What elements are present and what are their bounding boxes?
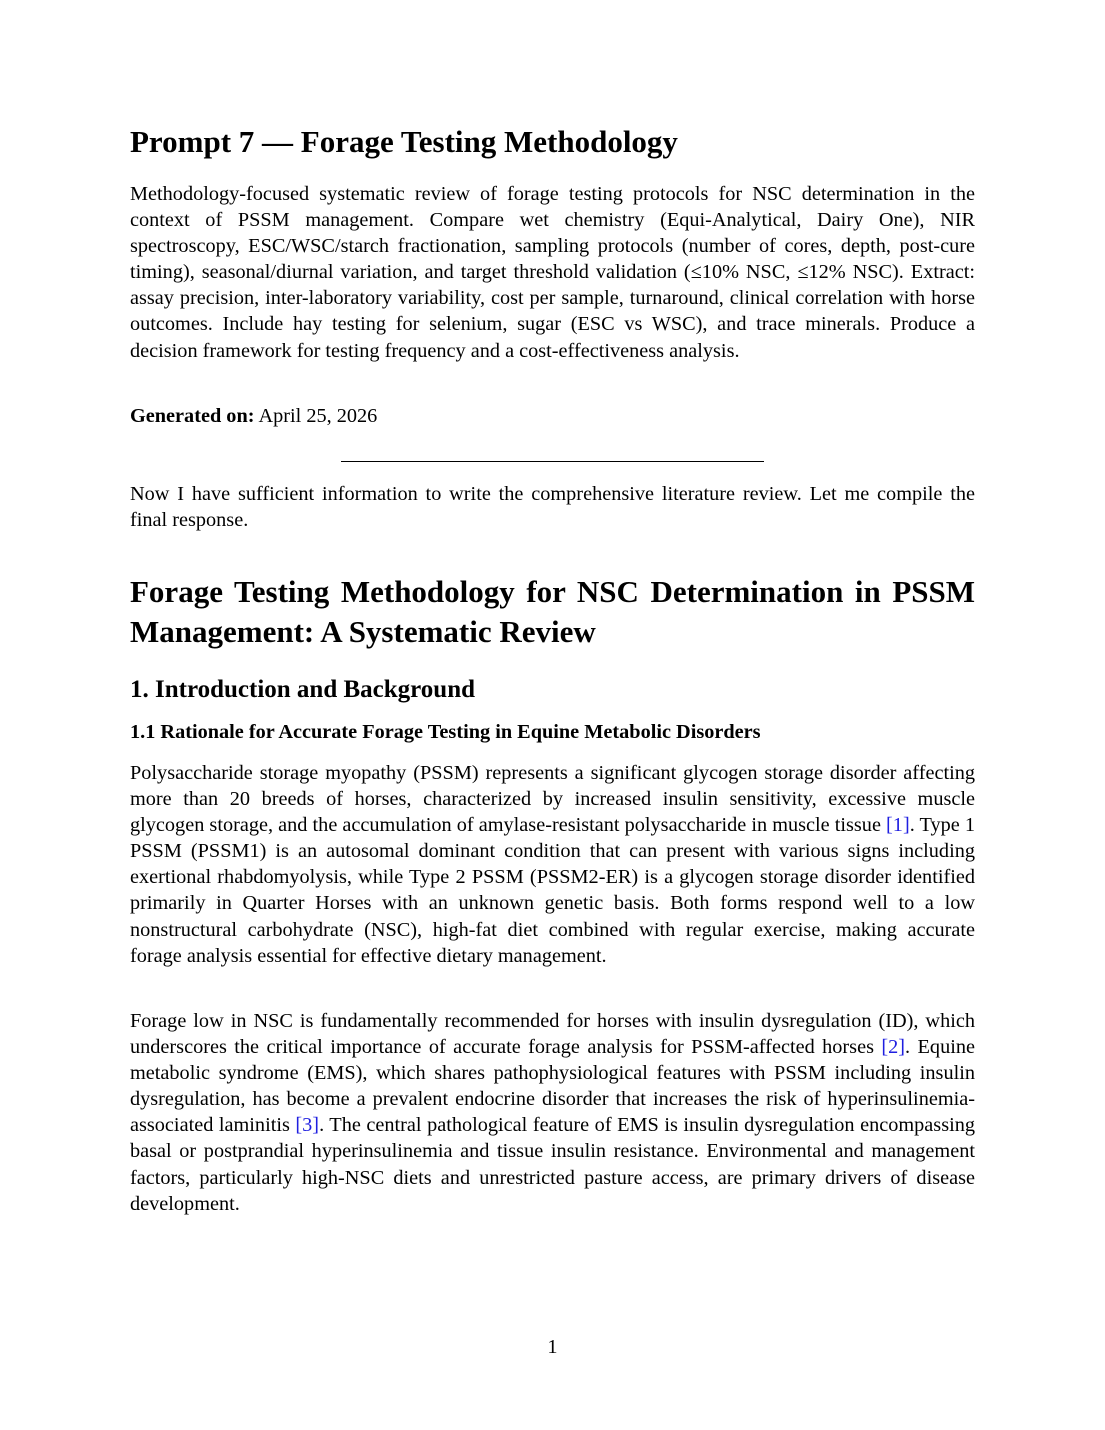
subsection-heading: 1.1 Rationale for Accurate Forage Testing in Equine Metabolic Disorders — [130, 721, 761, 743]
citation-link-1[interactable]: [1] — [886, 814, 910, 837]
paragraph-text: . The central pathological feature of EMS is insulin dysregulation encompassing basal or postprandial hyperinsulinemia and tissue insulin resistance. Environmental and management factors, particularly high-NSC diets and unrestricted pasture access, are primary drivers of disease development. — [130, 1114, 975, 1215]
paragraph-text: . Type 1 PSSM (PSSM1) is an autosomal dominant condition that can present with various signs including exertional rhabdomyolysis, while Type 2 PSSM (PSSM2-ER) is a glycogen storage disorder identified primarily in Quarter Horses with an unknown genetic basis. Both forms respond well to a low nonstructural carbohydrate (NSC), high-fat diet combined with regular exercise, making accurate forage analysis essential for effective dietary management. — [130, 814, 975, 967]
paragraph-text: Forage low in NSC is fundamentally recommended for horses with insulin dysregulation (ID), which underscores the critical importance of accurate forage analysis for PSSM-affected horses — [130, 1010, 975, 1059]
review-title: Forage Testing Methodology for NSC Determination in PSSM Management: A Systematic Review — [130, 574, 975, 649]
page-number: 1 — [547, 1336, 558, 1358]
generated-on-date: April 25, 2026 — [258, 405, 378, 427]
body-paragraph-1 — [130, 760, 975, 969]
paragraph-text: Polysaccharide storage myopathy (PSSM) represents a significant glycogen storage disorder affecting more than 20 breeds of horses, characterized by increased insulin sensitivity, excessive muscle glycogen storage, and the accumulation of amylase-resistant polysaccharide in muscle tissue — [130, 762, 975, 837]
citation-link-3[interactable]: [3] — [295, 1114, 320, 1137]
generated-on-line — [130, 403, 377, 429]
generated-on-label: Generated on: — [130, 405, 255, 427]
horizontal-divider — [341, 461, 764, 462]
section-heading: 1. Introduction and Background — [130, 676, 476, 703]
prompt-description: Methodology-focused systematic review of forage testing protocols for NSC determination in the context of PSSM management. Compare wet chemistry (Equi-Analytical, Dairy One), NIR spectroscopy, ESC/WSC/starch fractionation, sampling protocols (number of cores, depth, post-cure timing), seasonal/diurnal variation, and target threshold validation (≤10% NSC, ≤12% NSC). Extract: assay precision, inter-laboratory variability, cost per sample, turnaround, clinical correlation with horse outcomes. Include hay testing for selenium, sugar (ESC vs WSC), and trace minerals. Produce a decision framework for testing frequency and a cost-effectiveness analysis. — [130, 183, 975, 362]
intro-paragraph: Now I have sufficient information to write the comprehensive literature review. Let me compile the final response. — [130, 483, 975, 532]
paragraph-text: . Equine metabolic syndrome (EMS), which shares pathophysiological features with PSSM including insulin dysregulation, has become a prevalent endocrine disorder that increases the risk of hyperinsulinemia-associated laminitis — [130, 1036, 975, 1137]
prompt-title: Prompt 7 — Forage Testing Methodology — [130, 124, 678, 159]
citation-link-2[interactable]: [2] — [881, 1036, 906, 1059]
body-paragraph-2 — [130, 1008, 975, 1217]
